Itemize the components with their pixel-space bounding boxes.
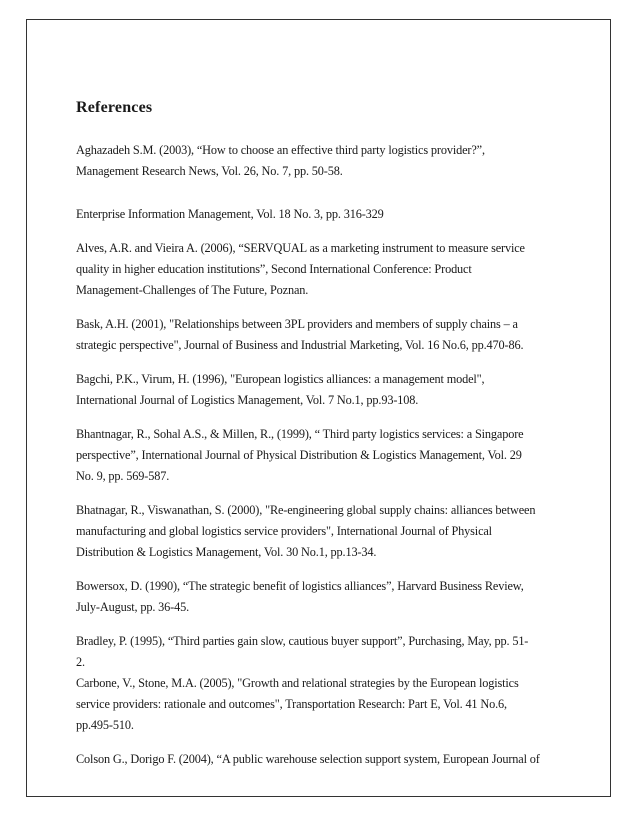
reference-line: manufacturing and global logistics service providers", International Journal of Physical	[76, 524, 492, 538]
reference-line: July-August, pp. 36-45.	[76, 600, 190, 614]
reference-entry	[76, 576, 576, 618]
reference-entry	[76, 238, 576, 301]
reference-entry	[76, 749, 576, 770]
reference-line: Aghazadeh S.M. (2003), “How to choose an effective third party logistics provider?”,	[76, 143, 485, 157]
reference-line: quality in higher education institutions”, Second International Conference: Product	[76, 262, 472, 276]
reference-line: strategic perspective", Journal of Business and Industrial Marketing, Vol. 16 No.6, pp.470-86.	[76, 338, 524, 352]
reference-line: Enterprise Information Management, Vol. 18 No. 3, pp. 316-329	[76, 207, 384, 221]
reference-line: 2.	[76, 655, 85, 669]
reference-list	[76, 140, 576, 770]
references-heading: References	[76, 99, 153, 116]
reference-line: pp.495-510.	[76, 718, 134, 732]
reference-line: Management Research News, Vol. 26, No. 7, pp. 50-58.	[76, 164, 343, 178]
reference-line: perspective”, International Journal of Physical Distribution & Logistics Management, Vol. 29	[76, 448, 522, 462]
reference-line: Bradley, P. (1995), “Third parties gain slow, cautious buyer support”, Purchasing, May, pp. 51-	[76, 634, 529, 648]
reference-entry	[76, 673, 576, 736]
reference-line: Bhatnagar, R., Viswanathan, S. (2000), "Re-engineering global supply chains: alliances between	[76, 503, 536, 517]
reference-line: International Journal of Logistics Management, Vol. 7 No.1, pp.93-108.	[76, 393, 419, 407]
reference-line: Management-Challenges of The Future, Poznan.	[76, 283, 309, 297]
reference-line: No. 9, pp. 569-587.	[76, 469, 170, 483]
reference-line: Distribution & Logistics Management, Vol. 30 No.1, pp.13-34.	[76, 545, 377, 559]
reference-entry	[76, 314, 576, 356]
reference-line: service providers: rationale and outcomes", Transportation Research: Part E, Vol. 41 No.6,	[76, 697, 507, 711]
reference-entry	[76, 204, 576, 225]
reference-line: Carbone, V., Stone, M.A. (2005), "Growth and relational strategies by the European logistics	[76, 676, 519, 690]
reference-line: Bhantnagar, R., Sohal A.S., & Millen, R., (1999), “ Third party logistics services: a Singapore	[76, 427, 524, 441]
reference-line: Bowersox, D. (1990), “The strategic benefit of logistics alliances”, Harvard Business Review,	[76, 579, 524, 593]
reference-entry	[76, 369, 576, 411]
reference-entry	[76, 424, 576, 487]
reference-line: Colson G., Dorigo F. (2004), “A public warehouse selection support system, European Journal of	[76, 752, 540, 766]
reference-line: Bagchi, P.K., Virum, H. (1996), "European logistics alliances: a management model",	[76, 372, 485, 386]
reference-entry	[76, 500, 576, 563]
reference-line: Bask, A.H. (2001), "Relationships between 3PL providers and members of supply chains – a	[76, 317, 518, 331]
reference-line: Alves, A.R. and Vieira A. (2006), “SERVQUAL as a marketing instrument to measure service	[76, 241, 525, 255]
reference-entry	[76, 140, 576, 182]
reference-entry	[76, 631, 576, 673]
